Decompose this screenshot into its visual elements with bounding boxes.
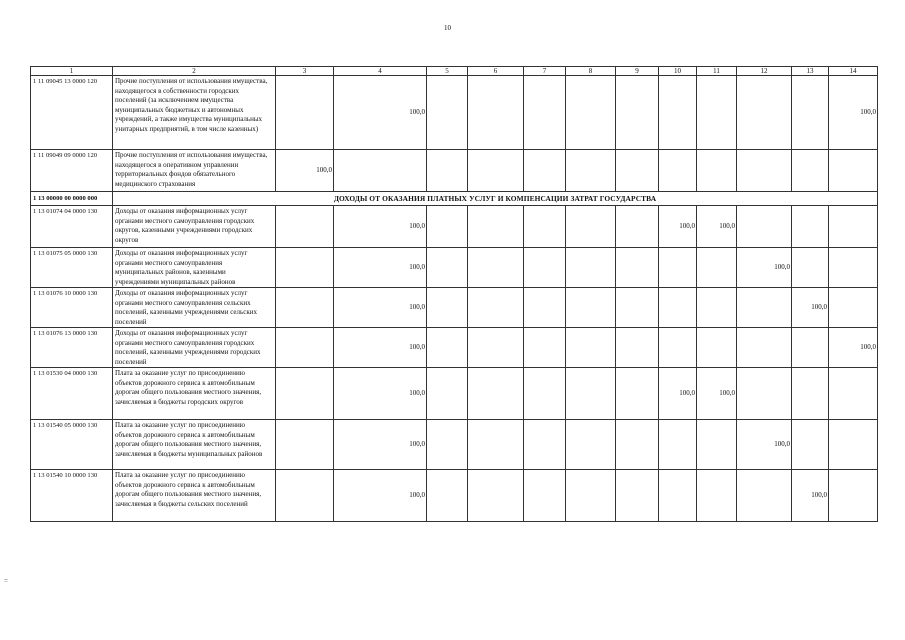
standard-value-col-11 [697, 470, 737, 522]
standard-value-col-5 [427, 150, 468, 192]
standard-value-col-3 [276, 368, 334, 420]
column-number-1: 1 [31, 67, 113, 76]
standard-value-col-9 [616, 328, 659, 368]
standard-value-col-9 [616, 470, 659, 522]
standard-value-col-3 [276, 328, 334, 368]
standard-value-col-7 [524, 470, 566, 522]
standard-value-col-8 [566, 470, 616, 522]
column-number-row [31, 67, 878, 76]
budget-code: 1 13 01540 05 0000 130 [31, 420, 113, 470]
standard-value-col-3 [276, 206, 334, 248]
standard-value-col-13 [792, 248, 829, 288]
column-number-14: 14 [829, 67, 878, 76]
column-number-5: 5 [427, 67, 468, 76]
standard-value-col-10 [659, 328, 697, 368]
standard-value-col-6 [468, 248, 524, 288]
standard-value-col-11: 100,0 [697, 206, 737, 248]
standard-value-col-6 [468, 470, 524, 522]
revenue-name: Доходы от оказания информационных услуг органами местного самоуправления сельских поселений, казенными учреждениями сельских поселений [113, 288, 276, 328]
standard-value-col-9 [616, 76, 659, 150]
revenue-name: Плата за оказание услуг по присоединению объектов дорожного сервиса к автомобильным дорогам общего пользования местного значения, зачисляемая в бюджеты сельских поселений [113, 470, 276, 522]
standard-value-col-12 [737, 470, 792, 522]
standard-value-col-6 [468, 420, 524, 470]
standard-value-col-8 [566, 368, 616, 420]
table-row [31, 420, 878, 470]
standard-value-col-10: 100,0 [659, 206, 697, 248]
revenue-name: Прочие поступления от использования имущества, находящегося в оперативном управлении территориальных фондов обязательного медицинского страхования [113, 150, 276, 192]
standard-value-col-3 [276, 288, 334, 328]
standard-value-col-10 [659, 470, 697, 522]
standard-value-col-9 [616, 248, 659, 288]
standard-value-col-8 [566, 248, 616, 288]
standard-value-col-14 [829, 288, 878, 328]
column-number-7: 7 [524, 67, 566, 76]
standard-value-col-5 [427, 328, 468, 368]
standard-value-col-5 [427, 206, 468, 248]
standard-value-col-13 [792, 368, 829, 420]
standard-value-col-14 [829, 248, 878, 288]
table-row [31, 288, 878, 328]
standard-value-col-4: 100,0 [334, 206, 427, 248]
standard-value-col-6 [468, 206, 524, 248]
standard-value-col-8 [566, 420, 616, 470]
budget-code: 1 11 09045 13 0000 120 [31, 76, 113, 150]
standard-value-col-9 [616, 150, 659, 192]
revenue-name: Доходы от оказания информационных услуг органами местного самоуправления городских округов, казенными учреждениями городских округов [113, 206, 276, 248]
standard-value-col-6 [468, 368, 524, 420]
table-row [31, 76, 878, 150]
standard-value-col-5 [427, 368, 468, 420]
page-number: 10 [444, 24, 451, 32]
table-row [31, 368, 878, 420]
section-row [31, 192, 878, 206]
standard-value-col-3 [276, 470, 334, 522]
standard-value-col-13: 100,0 [792, 470, 829, 522]
standard-value-col-10 [659, 288, 697, 328]
standard-value-col-7 [524, 328, 566, 368]
standard-value-col-9 [616, 206, 659, 248]
standard-value-col-14 [829, 420, 878, 470]
revenue-name: Прочие поступления от использования имущества, находящегося в собственности городских поселений (за исключением имущества муниципальных бюджетных и автономных учреждений, а также имущества муниципальных унитарных предприятий, в том числе казенных) [113, 76, 276, 150]
standard-value-col-6 [468, 150, 524, 192]
standard-value-col-7 [524, 420, 566, 470]
standard-value-col-11 [697, 288, 737, 328]
standard-value-col-5 [427, 420, 468, 470]
standard-value-col-10: 100,0 [659, 368, 697, 420]
column-number-6: 6 [468, 67, 524, 76]
revenue-name: Плата за оказание услуг по присоединению объектов дорожного сервиса к автомобильным дорогам общего пользования местного значения, зачисляемая в бюджеты муниципальных районов [113, 420, 276, 470]
margin-mark: = [4, 577, 8, 585]
standard-value-col-9 [616, 420, 659, 470]
standard-value-col-8 [566, 206, 616, 248]
standard-value-col-5 [427, 248, 468, 288]
table-row [31, 150, 878, 192]
standard-value-col-13 [792, 150, 829, 192]
standard-value-col-3 [276, 420, 334, 470]
standard-value-col-8 [566, 76, 616, 150]
standard-value-col-5 [427, 288, 468, 328]
budget-code: 1 13 01530 04 0000 130 [31, 368, 113, 420]
section-title: ДОХОДЫ ОТ ОКАЗАНИЯ ПЛАТНЫХ УСЛУГ И КОМПЕНСАЦИИ ЗАТРАТ ГОСУДАРСТВА [113, 192, 878, 206]
column-number-9: 9 [616, 67, 659, 76]
budget-code: 1 13 01076 13 0000 130 [31, 328, 113, 368]
standard-value-col-3 [276, 248, 334, 288]
standard-value-col-10 [659, 420, 697, 470]
standard-value-col-13 [792, 76, 829, 150]
standard-value-col-14: 100,0 [829, 328, 878, 368]
standard-value-col-12 [737, 368, 792, 420]
standard-value-col-11 [697, 420, 737, 470]
standard-value-col-9 [616, 288, 659, 328]
standard-value-col-6 [468, 76, 524, 150]
standard-value-col-7 [524, 150, 566, 192]
standard-value-col-14: 100,0 [829, 76, 878, 150]
column-number-10: 10 [659, 67, 697, 76]
standard-value-col-7 [524, 248, 566, 288]
budget-code: 1 11 09049 09 0000 120 [31, 150, 113, 192]
column-number-2: 2 [113, 67, 276, 76]
revenue-name: Доходы от оказания информационных услуг органами местного самоуправления муниципальных районов, казенными учреждениями муниципальных районов [113, 248, 276, 288]
standard-value-col-10 [659, 248, 697, 288]
standard-value-col-13: 100,0 [792, 288, 829, 328]
standard-value-col-13 [792, 420, 829, 470]
standard-value-col-12 [737, 288, 792, 328]
standard-value-col-5 [427, 470, 468, 522]
standard-value-col-12: 100,0 [737, 248, 792, 288]
table-row [31, 470, 878, 522]
standard-value-col-14 [829, 368, 878, 420]
standard-value-col-3: 100,0 [276, 150, 334, 192]
budget-revenue-table [30, 66, 878, 522]
standard-value-col-4: 100,0 [334, 420, 427, 470]
table-row [31, 248, 878, 288]
standard-value-col-14 [829, 206, 878, 248]
table-row [31, 328, 878, 368]
standard-value-col-14 [829, 150, 878, 192]
standard-value-col-5 [427, 76, 468, 150]
standard-value-col-7 [524, 288, 566, 328]
standard-value-col-7 [524, 368, 566, 420]
standard-value-col-9 [616, 368, 659, 420]
standard-value-col-11 [697, 328, 737, 368]
standard-value-col-8 [566, 288, 616, 328]
standard-value-col-7 [524, 76, 566, 150]
standard-value-col-7 [524, 206, 566, 248]
revenue-name: Плата за оказание услуг по присоединению объектов дорожного сервиса к автомобильным дорогам общего пользования местного значения, зачисляемая в бюджеты городских округов [113, 368, 276, 420]
standard-value-col-4: 100,0 [334, 470, 427, 522]
standard-value-col-13 [792, 328, 829, 368]
standard-value-col-13 [792, 206, 829, 248]
standard-value-col-4: 100,0 [334, 288, 427, 328]
standard-value-col-11 [697, 76, 737, 150]
standard-value-col-14 [829, 470, 878, 522]
standard-value-col-6 [468, 328, 524, 368]
budget-code: 1 13 00000 00 0000 000 [31, 192, 113, 206]
standard-value-col-12 [737, 150, 792, 192]
standard-value-col-11 [697, 150, 737, 192]
column-number-12: 12 [737, 67, 792, 76]
revenue-name: Доходы от оказания информационных услуг органами местного самоуправления городских поселений, казенными учреждениями городских поселений [113, 328, 276, 368]
standard-value-col-12 [737, 328, 792, 368]
budget-code: 1 13 01076 10 0000 130 [31, 288, 113, 328]
standard-value-col-4: 100,0 [334, 248, 427, 288]
standard-value-col-4 [334, 150, 427, 192]
standard-value-col-12 [737, 206, 792, 248]
budget-code: 1 13 01540 10 0000 130 [31, 470, 113, 522]
standard-value-col-3 [276, 76, 334, 150]
standard-value-col-11: 100,0 [697, 368, 737, 420]
standard-value-col-10 [659, 76, 697, 150]
standard-value-col-4: 100,0 [334, 368, 427, 420]
standard-value-col-8 [566, 328, 616, 368]
budget-code: 1 13 01075 05 0000 130 [31, 248, 113, 288]
standard-value-col-4: 100,0 [334, 328, 427, 368]
table-row [31, 206, 878, 248]
budget-code: 1 13 01074 04 0000 130 [31, 206, 113, 248]
standard-value-col-12: 100,0 [737, 420, 792, 470]
standard-value-col-8 [566, 150, 616, 192]
standard-value-col-4: 100,0 [334, 76, 427, 150]
standard-value-col-11 [697, 248, 737, 288]
column-number-3: 3 [276, 67, 334, 76]
column-number-8: 8 [566, 67, 616, 76]
column-number-13: 13 [792, 67, 829, 76]
standard-value-col-12 [737, 76, 792, 150]
column-number-11: 11 [697, 67, 737, 76]
standard-value-col-6 [468, 288, 524, 328]
column-number-4: 4 [334, 67, 427, 76]
standard-value-col-10 [659, 150, 697, 192]
